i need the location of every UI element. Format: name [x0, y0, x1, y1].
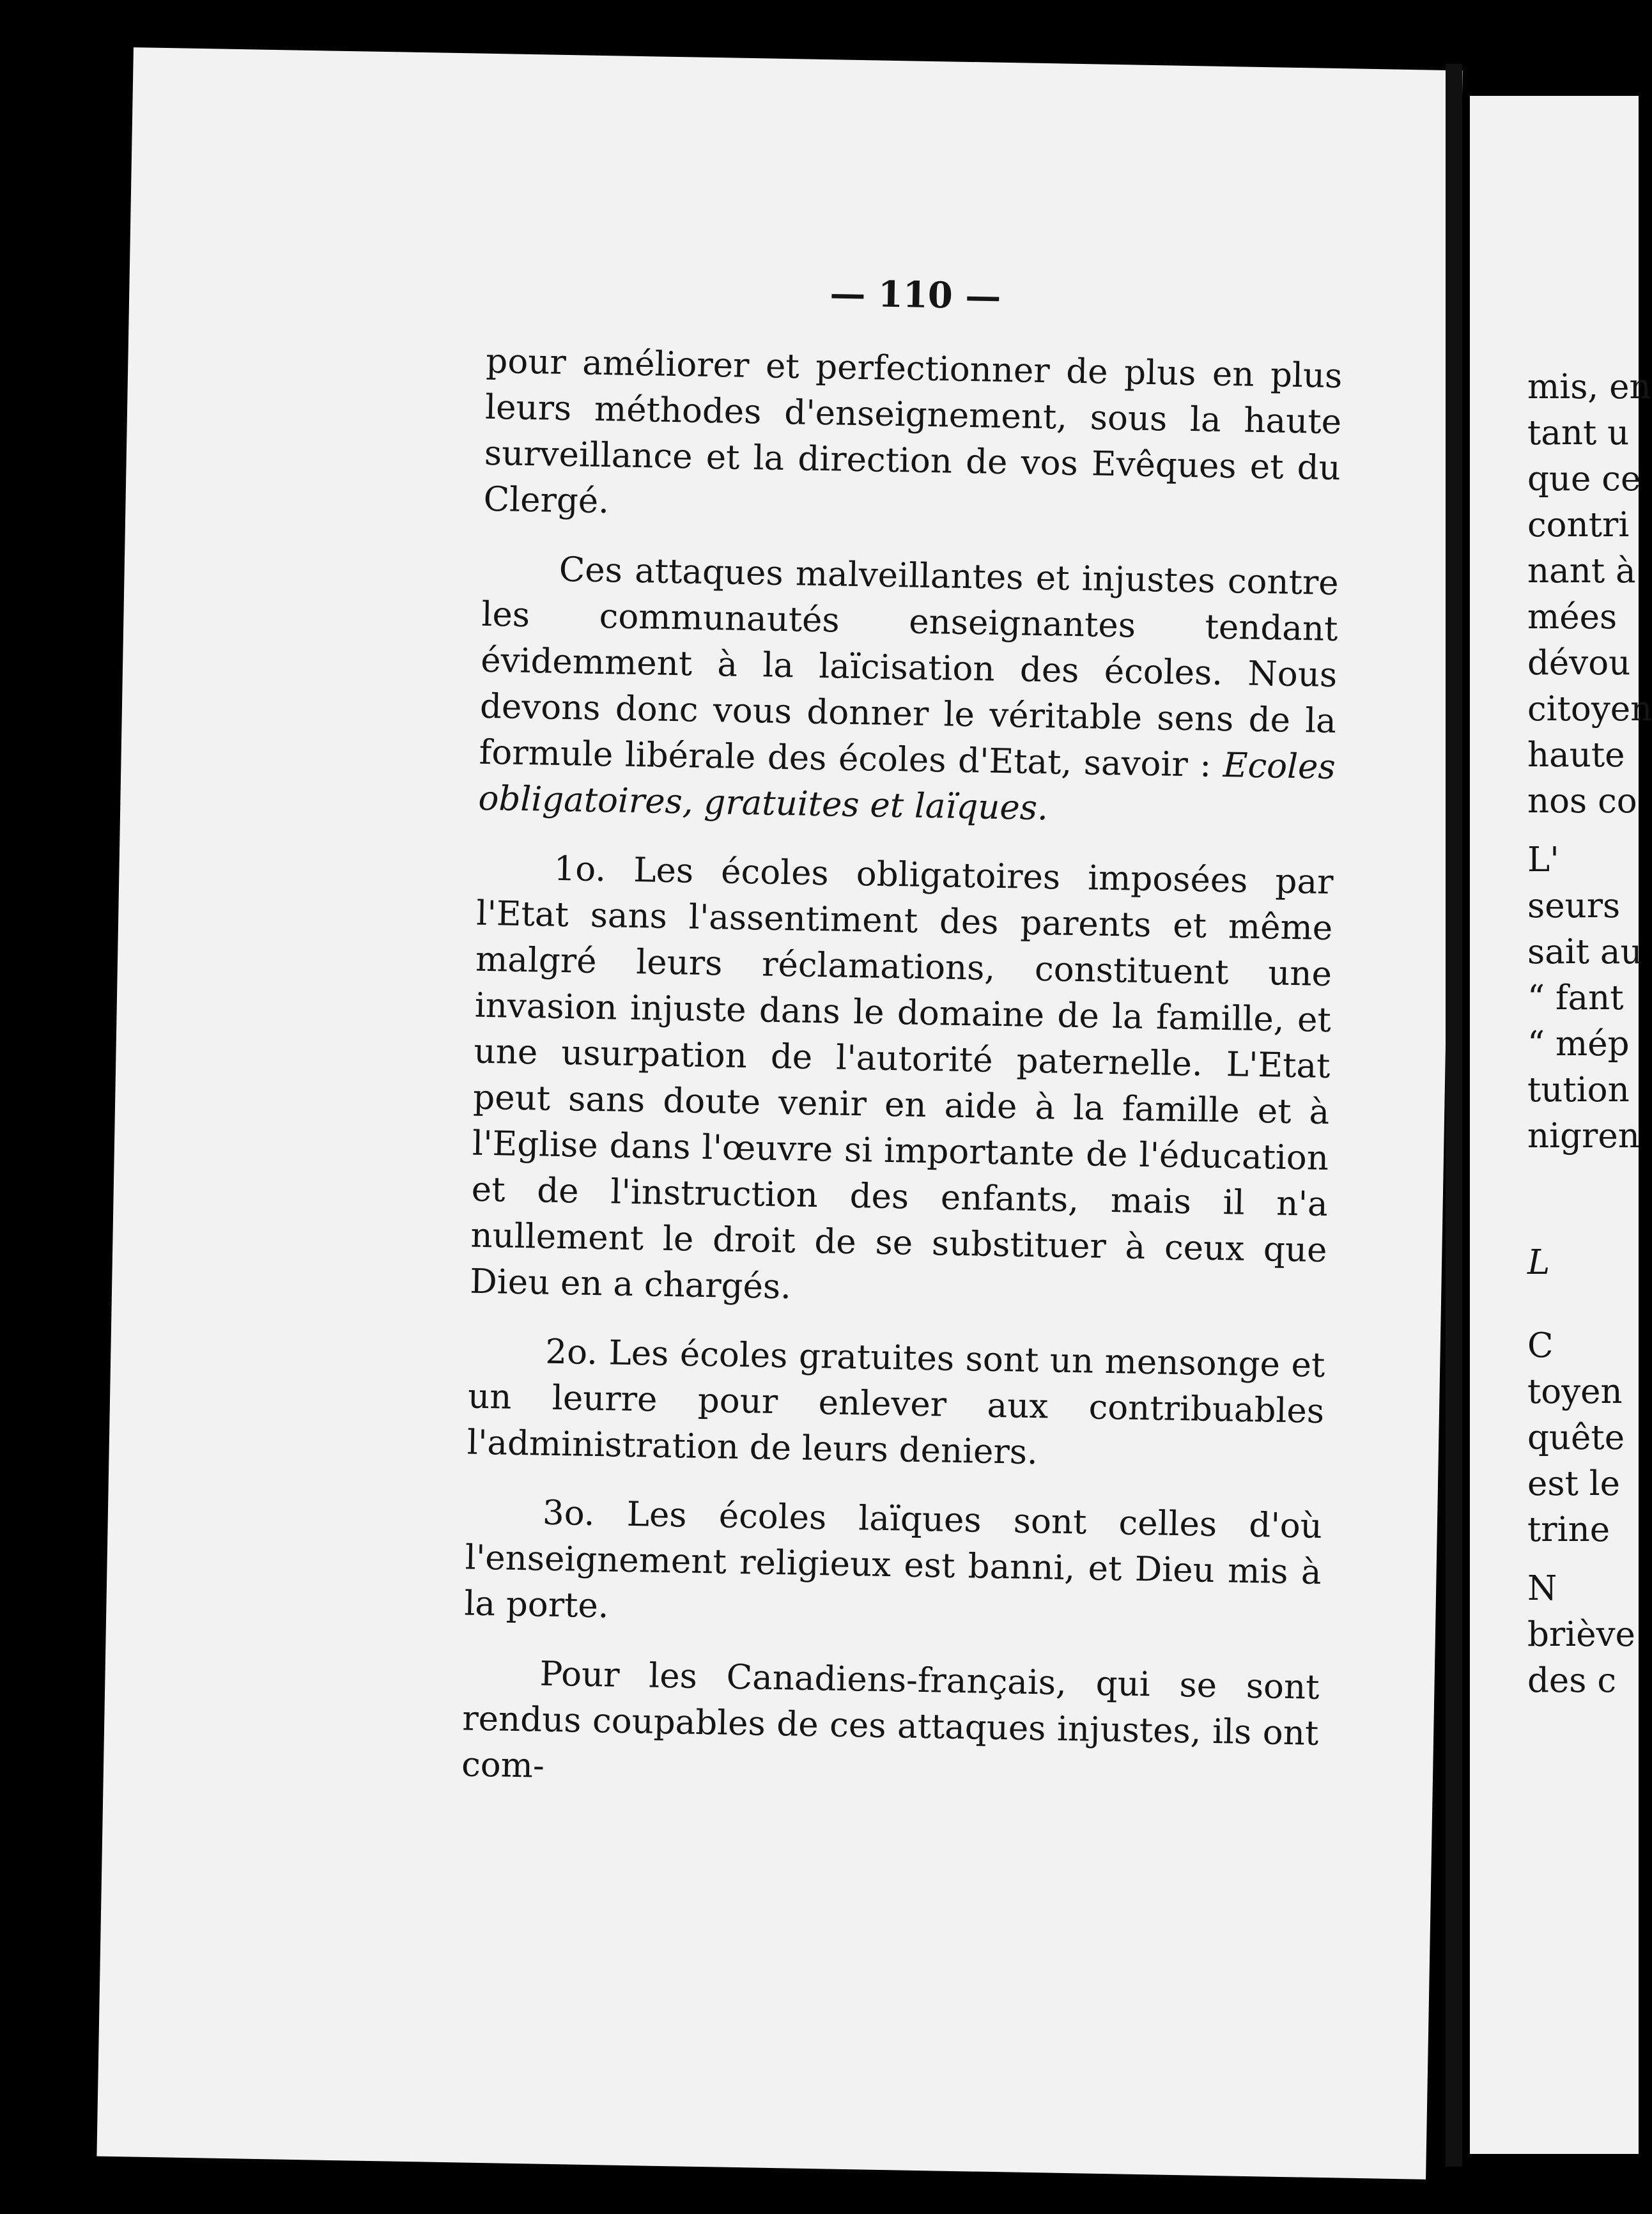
page-gutter-shadow	[1446, 64, 1462, 2167]
paragraph-4: 2o. Les écoles gratuites sont un mensonge et un leurre pour enlever aux contribuables l'administration de leurs deniers.	[467, 1332, 1325, 1473]
paragraph-5: 3o. Les écoles laïques sont celles d'où l'enseignement religieux est banni, et Dieu mis à la porte.	[464, 1493, 1323, 1626]
right-page-line: C	[1527, 1326, 1554, 1365]
right-page-line: trine	[1527, 1510, 1610, 1549]
right-page-line: contri	[1527, 506, 1630, 545]
right-page-line: mées	[1527, 598, 1617, 637]
right-page-line: toyen	[1527, 1372, 1623, 1411]
paragraph-1: pour améliorer et perfectionner de plus en plus leurs méthodes d'enseignement, sous la haute surveillance et la direction de vos Evêques et du Clergé.	[483, 341, 1343, 522]
right-page-line: N	[1527, 1569, 1557, 1608]
paragraph-2-text: Ces attaques malveillantes et injustes contre les communautés enseignantes tendant évidemment à la laïcisation des écoles. Nous devons donc vous donner le véritable sens de la formule libérale des écoles d'Etat, savoir :	[479, 550, 1339, 785]
right-page-line: dévou	[1527, 644, 1631, 683]
right-page-line: tution	[1527, 1071, 1630, 1110]
right-page-line: “ fant	[1527, 979, 1624, 1018]
right-page-line: est le	[1527, 1464, 1621, 1503]
right-page-line: sait au	[1527, 933, 1642, 972]
right-page-line: mis, en	[1527, 368, 1651, 406]
paragraph-2	[478, 546, 1339, 837]
text-block	[461, 265, 1344, 1826]
formula-italic: Ecoles obligatoires, gratuites et laïques.	[477, 746, 1336, 828]
right-page-line: haute	[1527, 736, 1625, 775]
right-page-line: tant u	[1527, 414, 1630, 453]
right-page-line: que ce	[1527, 460, 1641, 499]
left-page	[96, 47, 1462, 2179]
paragraph-6: Pour les Canadiens-français, qui se sont rendus coupables de ces attaques injustes, ils ont com-	[461, 1654, 1320, 1786]
page-number: — 110 —	[829, 272, 1001, 318]
right-page-line: “ mép	[1527, 1025, 1630, 1064]
paragraph-3: 1o. Les écoles obligatoires imposées par l'Etat sans l'assentiment des parents et même malgré leurs réclamations, constituent une invasion injuste dans le domaine de la famille, et une usurpation de l'autorité paternelle. L'Etat peut sans doute venir en aide à la famille et à l'Eglise dans l'œuvre si importante de l'éducation et de l'instruction des enfants, mais il n'a nullement le droit de se substituer à ceux que Dieu en a chargés.	[469, 849, 1334, 1307]
right-page-line: L	[1527, 1243, 1550, 1282]
right-page-line: des c	[1527, 1661, 1617, 1700]
right-page-line: citoyen	[1527, 690, 1652, 729]
right-page-line: briève	[1527, 1615, 1635, 1654]
right-page-line: nigren	[1527, 1117, 1640, 1156]
right-page	[1470, 96, 1652, 2154]
right-page-line: nant à	[1527, 552, 1636, 591]
right-page-line: quête	[1527, 1418, 1625, 1457]
right-page-line: L'	[1527, 840, 1559, 879]
right-page-line: seurs	[1527, 886, 1621, 925]
right-page-line: nos co	[1527, 782, 1637, 821]
